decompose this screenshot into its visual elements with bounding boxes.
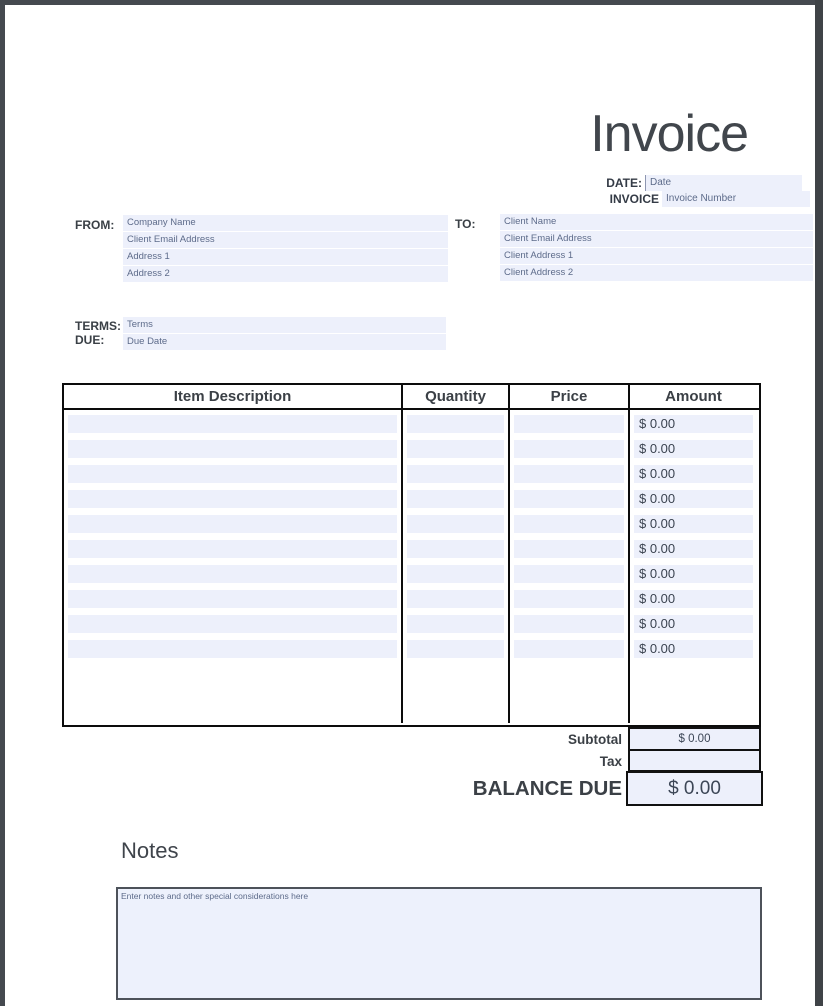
quantity-input[interactable] — [407, 590, 504, 608]
due-date-input[interactable]: Due Date — [123, 334, 446, 350]
balance-due-label: BALANCE DUE — [472, 777, 622, 800]
amount-cell: $ 0.00 — [634, 615, 753, 633]
terms-fields — [123, 317, 446, 351]
price-input[interactable] — [514, 490, 624, 508]
to-address2-input[interactable]: Client Address 2 — [500, 265, 813, 281]
amount-cell: $ 0.00 — [634, 565, 753, 583]
due-label: DUE: — [75, 333, 105, 347]
item-description-input[interactable] — [68, 590, 397, 608]
amount-cell: $ 0.00 — [634, 490, 753, 508]
page-border-top — [0, 0, 823, 5]
notes-textarea[interactable]: Enter notes and other special considerations here — [116, 887, 762, 1000]
price-input[interactable] — [514, 640, 624, 658]
amount-cell: $ 0.00 — [634, 415, 753, 433]
quantity-input[interactable] — [407, 615, 504, 633]
subtotal-label: Subtotal — [568, 732, 622, 747]
price-input[interactable] — [514, 465, 624, 483]
to-client-name-input[interactable]: Client Name — [500, 214, 813, 230]
item-description-input[interactable] — [68, 640, 397, 658]
price-input[interactable] — [514, 415, 624, 433]
from-label: FROM: — [75, 218, 115, 232]
quantity-input[interactable] — [407, 540, 504, 558]
tax-label: Tax — [599, 754, 622, 769]
page-border-right — [815, 0, 823, 1006]
column-quantity — [403, 410, 510, 723]
amount-cell: $ 0.00 — [634, 440, 753, 458]
terms-label: TERMS: — [75, 319, 121, 333]
column-item-description — [64, 410, 403, 723]
header-quantity: Quantity — [403, 385, 510, 408]
column-amount — [630, 410, 757, 723]
amount-cell: $ 0.00 — [634, 590, 753, 608]
price-input[interactable] — [514, 440, 624, 458]
notes-heading: Notes — [121, 838, 179, 863]
item-description-input[interactable] — [68, 490, 397, 508]
price-input[interactable] — [514, 590, 624, 608]
subtotal-value-box: $ 0.00 — [628, 727, 761, 751]
from-address2-input[interactable]: Address 2 — [123, 266, 448, 282]
price-input[interactable] — [514, 540, 624, 558]
date-label: DATE: — [606, 176, 642, 190]
quantity-input[interactable] — [407, 415, 504, 433]
item-description-input[interactable] — [68, 440, 397, 458]
quantity-input[interactable] — [407, 490, 504, 508]
to-fields — [500, 214, 813, 282]
item-description-input[interactable] — [68, 465, 397, 483]
column-price — [510, 410, 630, 723]
item-description-input[interactable] — [68, 540, 397, 558]
page-title: Invoice — [590, 105, 748, 163]
table-header-row — [64, 385, 759, 410]
quantity-input[interactable] — [407, 440, 504, 458]
quantity-input[interactable] — [407, 515, 504, 533]
price-input[interactable] — [514, 515, 624, 533]
header-amount: Amount — [665, 388, 722, 405]
price-input[interactable] — [514, 615, 624, 633]
item-description-input[interactable] — [68, 415, 397, 433]
table-body — [64, 410, 759, 723]
to-label: TO: — [455, 217, 476, 231]
line-items-table — [62, 383, 761, 727]
header-item-description: Item Description — [64, 385, 403, 408]
price-input[interactable] — [514, 565, 624, 583]
page-border-left — [0, 0, 5, 1006]
quantity-input[interactable] — [407, 565, 504, 583]
to-email-input[interactable]: Client Email Address — [500, 231, 813, 247]
item-description-input[interactable] — [68, 515, 397, 533]
amount-cell: $ 0.00 — [634, 465, 753, 483]
tax-input-box[interactable] — [628, 749, 761, 772]
date-input[interactable]: Date — [645, 175, 802, 191]
quantity-input[interactable] — [407, 465, 504, 483]
amount-cell: $ 0.00 — [634, 540, 753, 558]
from-address1-input[interactable]: Address 1 — [123, 249, 448, 265]
terms-input[interactable]: Terms — [123, 317, 446, 333]
from-email-input[interactable]: Client Email Address — [123, 232, 448, 248]
header-price: Price — [510, 385, 630, 408]
item-description-input[interactable] — [68, 615, 397, 633]
quantity-input[interactable] — [407, 640, 504, 658]
invoice-number-label: INVOICE — [609, 192, 659, 206]
invoice-number-input[interactable]: Invoice Number — [662, 191, 810, 207]
to-address1-input[interactable]: Client Address 1 — [500, 248, 813, 264]
from-company-input[interactable]: Company Name — [123, 215, 448, 231]
from-fields — [123, 215, 448, 283]
item-description-input[interactable] — [68, 565, 397, 583]
balance-due-value-box: $ 0.00 — [626, 771, 763, 806]
amount-cell: $ 0.00 — [634, 515, 753, 533]
amount-cell: $ 0.00 — [634, 640, 753, 658]
